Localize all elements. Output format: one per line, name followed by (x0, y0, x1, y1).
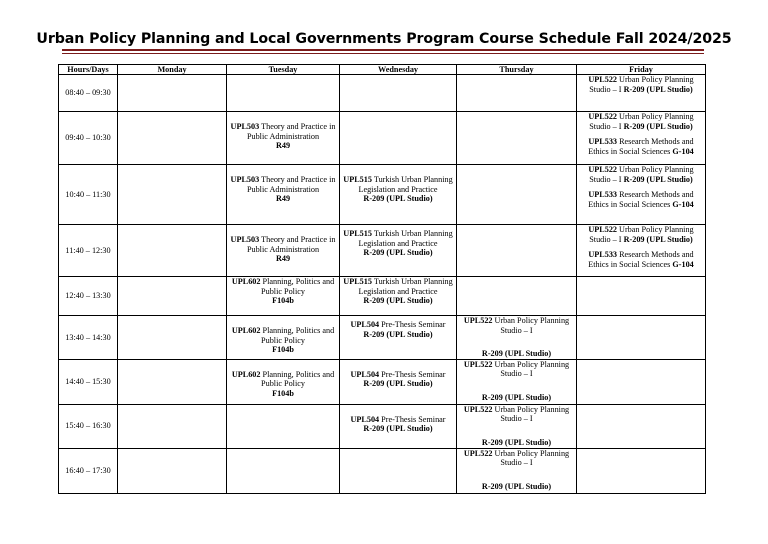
course-room: R-209 (UPL Studio) (481, 349, 552, 359)
course-cell (227, 112, 340, 165)
time-slot: 15:40 – 16:30 (59, 404, 118, 448)
course-cell (457, 448, 577, 493)
empty-cell (118, 277, 227, 316)
course-entry: UPL522 Urban Policy Planning Studio – I R-209 (UPL Studio) (588, 225, 694, 244)
empty-cell (118, 359, 227, 404)
empty-cell (577, 404, 706, 448)
course-entry: UPL533 Research Methods and Ethics in Social Sciences G-104 (588, 250, 694, 269)
course-entry: UPL522 Urban Policy Planning Studio – I (463, 316, 570, 335)
title-rule (62, 49, 704, 51)
course-room: F104b (272, 388, 294, 398)
table-row (59, 359, 706, 404)
course-cell (340, 277, 457, 316)
course-entry: UPL602 Planning, Politics and Public Policy (231, 277, 335, 296)
table-row (59, 165, 706, 225)
empty-cell (227, 448, 340, 493)
time-slot: 13:40 – 14:30 (59, 316, 118, 360)
course-cell (457, 316, 577, 360)
page-title: Urban Policy Planning and Local Governments Program Course Schedule Fall 2024/2025 (36, 31, 732, 47)
course-room: F104b (272, 345, 294, 355)
course-cell (457, 359, 577, 404)
course-entry: UPL522 Urban Policy Planning Studio – I R-209 (UPL Studio) (588, 75, 694, 94)
course-cell (577, 225, 706, 277)
header-row (59, 65, 706, 75)
course-entry: UPL503 Theory and Practice in Public Administration (230, 235, 336, 254)
header-thursday: Thursday (457, 65, 577, 75)
empty-cell (577, 277, 706, 316)
course-cell (227, 165, 340, 225)
course-cell (340, 359, 457, 404)
empty-cell (227, 404, 340, 448)
course-room: R49 (275, 194, 291, 204)
course-room: R-209 (UPL Studio) (363, 248, 433, 258)
course-entry: UPL515 Turkish Urban Planning Legislation and Practice (343, 277, 453, 296)
course-entry: UPL522 Urban Policy Planning Studio – I R-209 (UPL Studio) (588, 165, 694, 184)
course-room: R49 (275, 141, 291, 151)
course-entry: UPL504 Pre-Thesis Seminar (350, 369, 446, 379)
course-entry: UPL522 Urban Policy Planning Studio – I (463, 404, 570, 424)
empty-cell (457, 225, 577, 277)
header-wednesday: Wednesday (340, 65, 457, 75)
course-entry: UPL522 Urban Policy Planning Studio – I (463, 359, 570, 379)
course-entry: UPL522 Urban Policy Planning Studio – I (463, 448, 570, 468)
course-room: F104b (272, 296, 294, 306)
schedule-table (58, 64, 706, 494)
empty-cell (457, 112, 577, 165)
header-hours: Hours/Days (59, 65, 118, 75)
empty-cell (118, 448, 227, 493)
course-cell (340, 404, 457, 448)
title-rule-thin (62, 53, 704, 54)
empty-cell (118, 112, 227, 165)
course-cell (457, 404, 577, 448)
course-room: R-209 (UPL Studio) (363, 194, 433, 204)
empty-cell (577, 316, 706, 360)
empty-cell (457, 75, 577, 112)
empty-cell (457, 165, 577, 225)
course-room: R-209 (UPL Studio) (481, 437, 552, 447)
course-cell (227, 225, 340, 277)
course-room: R-209 (UPL Studio) (363, 329, 433, 339)
empty-cell (118, 75, 227, 112)
course-entry: UPL602 Planning, Politics and Public Policy (231, 326, 335, 345)
course-room: R-209 (UPL Studio) (363, 424, 433, 434)
header-friday: Friday (577, 65, 706, 75)
empty-cell (227, 75, 340, 112)
time-slot: 12:40 – 13:30 (59, 277, 118, 316)
header-tuesday: Tuesday (227, 65, 340, 75)
course-cell (340, 165, 457, 225)
empty-cell (457, 277, 577, 316)
course-room: R-209 (UPL Studio) (481, 392, 552, 402)
course-entry: UPL503 Theory and Practice in Public Administration (230, 122, 336, 141)
table-row (59, 404, 706, 448)
header-monday: Monday (118, 65, 227, 75)
course-cell (577, 112, 706, 165)
empty-cell (577, 359, 706, 404)
empty-cell (340, 112, 457, 165)
course-room: R-209 (UPL Studio) (363, 379, 433, 389)
time-slot: 11:40 – 12:30 (59, 225, 118, 277)
time-slot: 16:40 – 17:30 (59, 448, 118, 493)
course-room: R-209 (UPL Studio) (481, 481, 552, 491)
course-entry: UPL504 Pre-Thesis Seminar (350, 320, 446, 329)
table-row (59, 316, 706, 360)
course-cell (227, 359, 340, 404)
course-entry: UPL504 Pre-Thesis Seminar (350, 414, 446, 424)
course-cell (227, 316, 340, 360)
table-row (59, 75, 706, 112)
empty-cell (118, 225, 227, 277)
course-cell (577, 75, 706, 112)
course-cell (577, 165, 706, 225)
course-cell (227, 277, 340, 316)
empty-cell (340, 75, 457, 112)
course-entry: UPL522 Urban Policy Planning Studio – I R-209 (UPL Studio) (588, 112, 694, 131)
table-row (59, 277, 706, 316)
course-entry: UPL515 Turkish Urban Planning Legislation and Practice (343, 175, 453, 194)
course-cell (340, 225, 457, 277)
time-slot: 08:40 – 09:30 (59, 75, 118, 112)
time-slot: 09:40 – 10:30 (59, 112, 118, 165)
empty-cell (577, 448, 706, 493)
table-row (59, 112, 706, 165)
time-slot: 10:40 – 11:30 (59, 165, 118, 225)
table-row (59, 448, 706, 493)
course-room: R-209 (UPL Studio) (363, 296, 433, 306)
empty-cell (118, 165, 227, 225)
empty-cell (118, 404, 227, 448)
table-row (59, 225, 706, 277)
course-entry: UPL602 Planning, Politics and Public Policy (231, 369, 335, 389)
course-cell (340, 316, 457, 360)
course-entry: UPL503 Theory and Practice in Public Administration (230, 175, 336, 194)
course-entry: UPL533 Research Methods and Ethics in Social Sciences G-104 (588, 190, 694, 209)
course-entry: UPL515 Turkish Urban Planning Legislation and Practice (343, 229, 453, 248)
empty-cell (340, 448, 457, 493)
time-slot: 14:40 – 15:30 (59, 359, 118, 404)
empty-cell (118, 316, 227, 360)
course-entry: UPL533 Research Methods and Ethics in Social Sciences G-104 (588, 137, 694, 156)
course-room: R49 (275, 254, 291, 264)
